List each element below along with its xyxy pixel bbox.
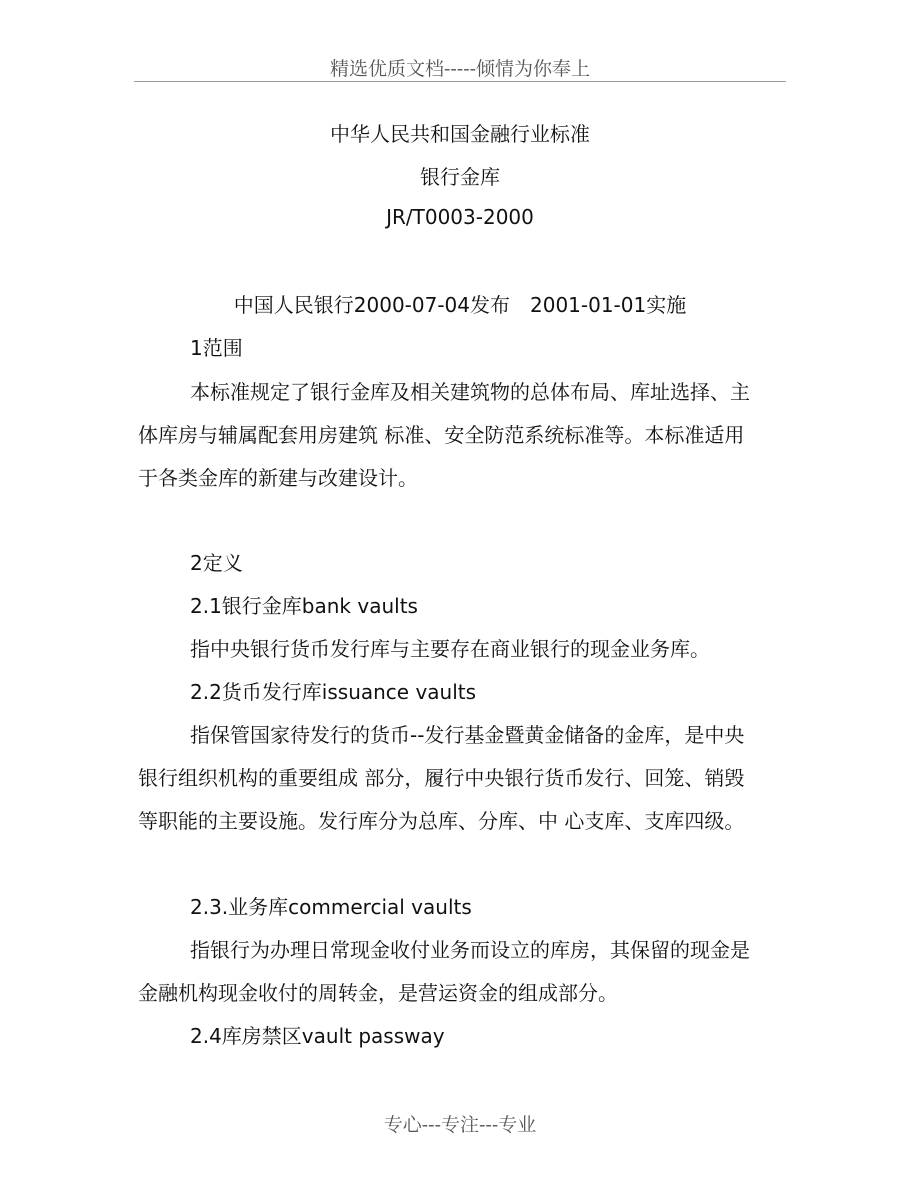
section-2-3-paragraph-line: 指银行为办理日常现金收付业务而设立的库房，其保留的现金是 [190, 938, 750, 962]
standard-number: JR/T0003-2000 [386, 205, 534, 229]
section-1-paragraph-line: 本标准规定了银行金库及相关建筑物的总体布局、库址选择、主 [190, 380, 750, 404]
section-1-paragraph-line: 于各类金库的新建与改建设计。 [138, 466, 418, 490]
section-2-2-heading: 2.2货币发行库issuance vaults [190, 680, 477, 704]
section-1-paragraph-line: 体库房与辅属配套用房建筑 标准、安全防范系统标准等。本标准适用 [138, 423, 745, 447]
section-1-heading: 1范围 [190, 336, 243, 360]
issue-line: 中国人民银行2000-07-04发布 2001-01-01实施 [233, 293, 687, 317]
section-2-2-paragraph-line: 等职能的主要设施。发行库分为总库、分库、中 心支库、支库四级。 [138, 809, 745, 833]
section-2-3-heading: 2.3.业务库commercial vaults [190, 895, 472, 919]
document-subtitle: 银行金库 [420, 165, 500, 189]
header-divider [134, 81, 786, 82]
page-header: 精选优质文档-----倾情为你奉上 [329, 58, 591, 80]
section-2-2-paragraph-line: 银行组织机构的重要组成 部分，履行中央银行货币发行、回笼、销毁 [138, 766, 745, 790]
section-2-1-heading: 2.1银行金库bank vaults [190, 594, 418, 618]
section-2-heading: 2定义 [190, 551, 243, 575]
section-2-1-text: 指中央银行货币发行库与主要存在商业银行的现金业务库。 [190, 637, 710, 661]
page-footer: 专心---专注---专业 [383, 1114, 537, 1136]
section-2-4-heading: 2.4库房禁区vault passway [190, 1024, 445, 1048]
section-2-2-paragraph-line: 指保管国家待发行的货币--发行基金暨黄金储备的金库，是中央 [190, 723, 745, 747]
document-title: 中华人民共和国金融行业标准 [330, 122, 590, 146]
section-2-3-paragraph-line: 金融机构现金收付的周转金，是营运资金的组成部分。 [138, 981, 618, 1005]
